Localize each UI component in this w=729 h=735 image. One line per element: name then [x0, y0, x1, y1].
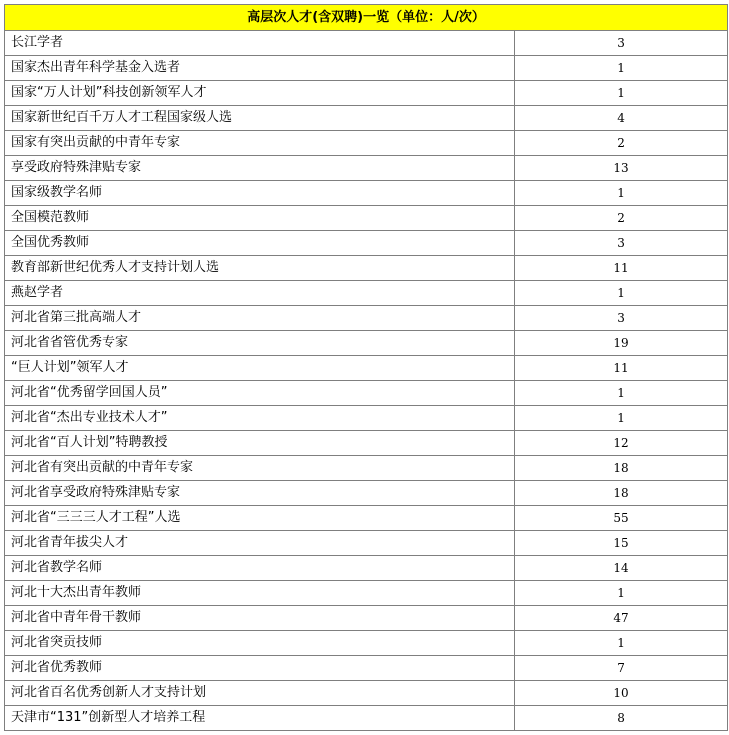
talent-category: 全国模范教师 [5, 206, 515, 231]
talent-table [4, 4, 728, 731]
talent-category: 天津市“131”创新型人才培养工程 [5, 706, 515, 731]
talent-count: 1 [515, 281, 728, 306]
table-row [5, 181, 728, 206]
talent-count: 1 [515, 581, 728, 606]
talent-category: 全国优秀教师 [5, 231, 515, 256]
talent-category: 河北省突贡技师 [5, 631, 515, 656]
talent-count: 1 [515, 81, 728, 106]
talent-count: 18 [515, 481, 728, 506]
talent-category: 河北省“百人计划”特聘教授 [5, 431, 515, 456]
table-row [5, 306, 728, 331]
talent-category: 河北省有突出贡献的中青年专家 [5, 456, 515, 481]
talent-count: 55 [515, 506, 728, 531]
talent-count: 4 [515, 106, 728, 131]
talent-count: 1 [515, 381, 728, 406]
talent-count: 2 [515, 206, 728, 231]
talent-count: 47 [515, 606, 728, 631]
talent-count: 13 [515, 156, 728, 181]
talent-category: 河北省第三批高端人才 [5, 306, 515, 331]
talent-count: 1 [515, 406, 728, 431]
talent-count: 1 [515, 631, 728, 656]
talent-category: 河北十大杰出青年教师 [5, 581, 515, 606]
talent-category: 河北省省管优秀专家 [5, 331, 515, 356]
table-row [5, 481, 728, 506]
talent-category: 河北省“杰出专业技术人才” [5, 406, 515, 431]
table-row [5, 106, 728, 131]
table-row [5, 406, 728, 431]
table-row [5, 556, 728, 581]
table-row [5, 656, 728, 681]
talent-count: 18 [515, 456, 728, 481]
talent-category: 长江学者 [5, 31, 515, 56]
talent-category: 国家新世纪百千万人才工程国家级人选 [5, 106, 515, 131]
talent-count: 8 [515, 706, 728, 731]
talent-count: 14 [515, 556, 728, 581]
talent-count: 11 [515, 256, 728, 281]
talent-count: 11 [515, 356, 728, 381]
talent-category: 河北省百名优秀创新人才支持计划 [5, 681, 515, 706]
talent-category: 燕赵学者 [5, 281, 515, 306]
table-row [5, 131, 728, 156]
table-title: 高层次人才(含双聘)一览（单位：人/次） [5, 5, 728, 31]
table-row [5, 206, 728, 231]
talent-category: 教育部新世纪优秀人才支持计划人选 [5, 256, 515, 281]
table-row [5, 456, 728, 481]
talent-count: 7 [515, 656, 728, 681]
table-row [5, 606, 728, 631]
talent-category: 河北省优秀教师 [5, 656, 515, 681]
talent-category: 河北省青年拔尖人才 [5, 531, 515, 556]
talent-count: 15 [515, 531, 728, 556]
talent-category: 河北省教学名师 [5, 556, 515, 581]
talent-category: 国家杰出青年科学基金入选者 [5, 56, 515, 81]
talent-category: 河北省“优秀留学回国人员” [5, 381, 515, 406]
table-row [5, 381, 728, 406]
table-row [5, 431, 728, 456]
table-row [5, 256, 728, 281]
talent-category: 国家有突出贡献的中青年专家 [5, 131, 515, 156]
table-row [5, 56, 728, 81]
table-row [5, 156, 728, 181]
table-row [5, 531, 728, 556]
talent-category: 河北省“三三三人才工程”人选 [5, 506, 515, 531]
talent-count: 3 [515, 231, 728, 256]
talent-category: 河北省中青年骨干教师 [5, 606, 515, 631]
talent-category: 国家级教学名师 [5, 181, 515, 206]
talent-category: 国家“万人计划”科技创新领军人才 [5, 81, 515, 106]
talent-category: 河北省享受政府特殊津贴专家 [5, 481, 515, 506]
table-row [5, 631, 728, 656]
table-row [5, 81, 728, 106]
table-row [5, 31, 728, 56]
talent-count: 10 [515, 681, 728, 706]
talent-count: 3 [515, 31, 728, 56]
table-row [5, 681, 728, 706]
table-row [5, 581, 728, 606]
table-row [5, 356, 728, 381]
table-row [5, 506, 728, 531]
talent-count: 1 [515, 181, 728, 206]
talent-count: 19 [515, 331, 728, 356]
table-body [5, 31, 728, 731]
talent-category: “巨人计划”领军人才 [5, 356, 515, 381]
talent-count: 1 [515, 56, 728, 81]
table-header-row [5, 5, 728, 31]
table-row [5, 281, 728, 306]
talent-count: 2 [515, 131, 728, 156]
talent-category: 享受政府特殊津贴专家 [5, 156, 515, 181]
table-row [5, 706, 728, 731]
talent-count: 3 [515, 306, 728, 331]
talent-count: 12 [515, 431, 728, 456]
table-row [5, 231, 728, 256]
table-row [5, 331, 728, 356]
